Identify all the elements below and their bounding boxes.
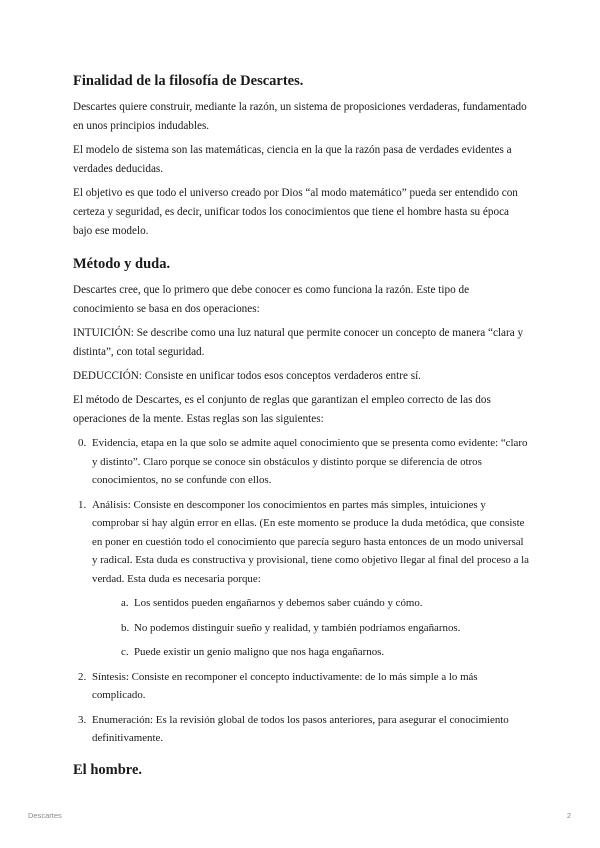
paragraph-intuicion: INTUICIÓN: Se describe como una luz natural que permite conocer un concepto de manera “clara y distinta”, con total seguridad.: [73, 327, 524, 358]
list-number: 2.: [78, 670, 87, 683]
paragraph: Descartes quiere construir, mediante la razón, un sistema de proposiciones verdaderas, fundamentado en unos principios indudables.: [73, 101, 527, 132]
rule-item-analisis: [73, 496, 531, 662]
list-number: 0.: [78, 437, 87, 449]
section-heading-hombre: El hombre.: [73, 761, 143, 778]
list-number: 3.: [78, 713, 87, 726]
rule-text: Análisis: Consiste en descomponer los conocimientos en partes más simples, intuiciones y comprobar si hay algún error en ellas. (En este momento se produce la duda metódica, que consiste en poner en cuestión todo el conocimiento que parecía seguro hasta entonces de un modo universal y radical. Esta duda es constructiva y provisional, tiene como objetivo llegar al final del proceso a la verdad. Esta duda es necesaria porque:: [92, 498, 529, 585]
rule-text: Síntesis: Consiste en recomponer el concepto inductivamente: de lo más simple a lo más complicado.: [92, 670, 478, 701]
footer-page-number: 2: [566, 811, 571, 820]
doubt-reasons-list: [92, 594, 531, 662]
sub-item-text: No podemos distinguir sueño y realidad, y también podríamos engañarnos.: [134, 621, 461, 634]
paragraph: El modelo de sistema son las matemáticas, ciencia en la que la razón pasa de verdades evidentes a verdades deducidas.: [73, 144, 512, 175]
list-letter: a.: [121, 597, 129, 609]
sub-item: [92, 643, 531, 662]
paragraph: Descartes cree, que lo primero que debe conocer es como funciona la razón. Este tipo de conocimiento se basa en dos operaciones:: [73, 284, 470, 315]
rule-item-evidencia: [73, 434, 531, 490]
section-heading-metodo: Método y duda.: [73, 256, 171, 272]
paragraph: El método de Descartes, es el conjunto de reglas que garantizan el empleo correcto de las dos operaciones de la mente. Estas reglas son las siguientes:: [73, 394, 491, 425]
sub-item-text: Puede existir un genio maligno que nos haga engañarnos.: [134, 646, 385, 658]
list-number: 1.: [78, 498, 87, 511]
list-letter: c.: [121, 646, 129, 658]
footer-document-title: Descartes: [28, 811, 62, 820]
section-heading-finalidad: Finalidad de la filosofía de Descartes.: [73, 73, 304, 89]
rule-item-sintesis: [73, 668, 531, 705]
document-page: [73, 72, 531, 787]
rule-text: Enumeración: Es la revisión global de todos los pasos anteriores, para asegurar el conocimiento definitivamente.: [92, 713, 509, 744]
rule-item-enumeracion: [73, 711, 531, 748]
sub-item-text: Los sentidos pueden engañarnos y debemos saber cuándo y cómo.: [134, 597, 423, 609]
rules-list: [73, 434, 531, 748]
sub-item: [92, 594, 531, 613]
sub-item: [92, 619, 531, 638]
rule-text: Evidencia, etapa en la que solo se admite aquel conocimiento que se presenta como evidente: “claro y distinto”. Claro porque se conoce sin obstáculos y distinto porque se diferencia de otros conocimientos, no se confunde con ellos.: [92, 437, 528, 486]
paragraph: El objetivo es que todo el universo creado por Dios “al modo matemático” pueda ser entendido con certeza y seguridad, es decir, unificar todos los conocimientos que tiene el hombre hasta su época bajo ese modelo.: [73, 187, 518, 237]
paragraph-deduccion: DEDUCCIÓN: Consiste en unificar todos esos conceptos verdaderos entre sí.: [73, 370, 421, 382]
list-letter: b.: [121, 621, 130, 634]
